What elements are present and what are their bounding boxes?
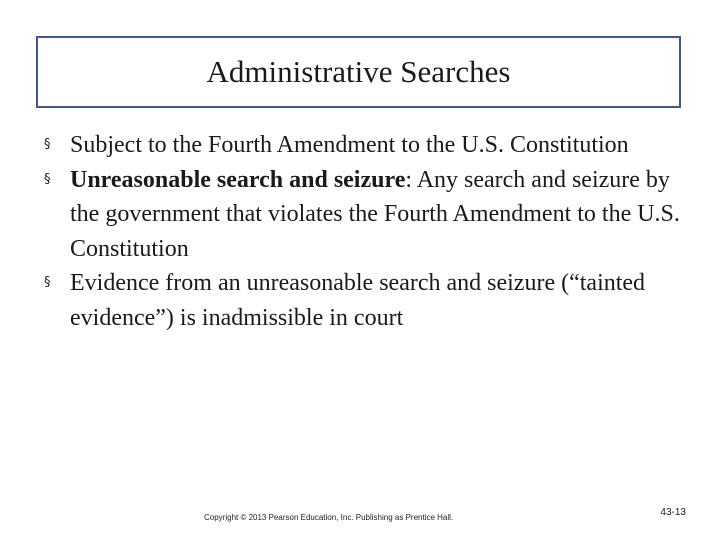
bullet-term: Unreasonable search and seizure	[70, 166, 406, 193]
bullet-text: : Any search and seizure by the government that violates the Fourth Amendment to the U.S. Constitution	[70, 166, 680, 262]
page-number: 43-13	[660, 507, 686, 518]
bullet-marker-icon: §	[44, 275, 51, 290]
bullet-item	[42, 266, 682, 335]
bullet-marker-icon: §	[44, 171, 51, 187]
footer-copyright: Copyright © 2013 Pearson Education, Inc. Publishing as Prentice Hall.	[204, 513, 454, 522]
bullet-item	[42, 163, 682, 267]
bullet-text: Subject to the Fourth Amendment to the U.S. Constitution	[70, 132, 629, 158]
bullet-list	[42, 128, 682, 335]
bullet-item	[42, 128, 682, 163]
bullet-marker-icon: §	[44, 137, 51, 152]
bullet-text: Evidence from an unreasonable search and seizure (“tainted evidence”) is inadmissible in court	[70, 270, 646, 331]
title-box	[36, 36, 681, 108]
slide-title: Administrative Searches	[206, 54, 511, 89]
